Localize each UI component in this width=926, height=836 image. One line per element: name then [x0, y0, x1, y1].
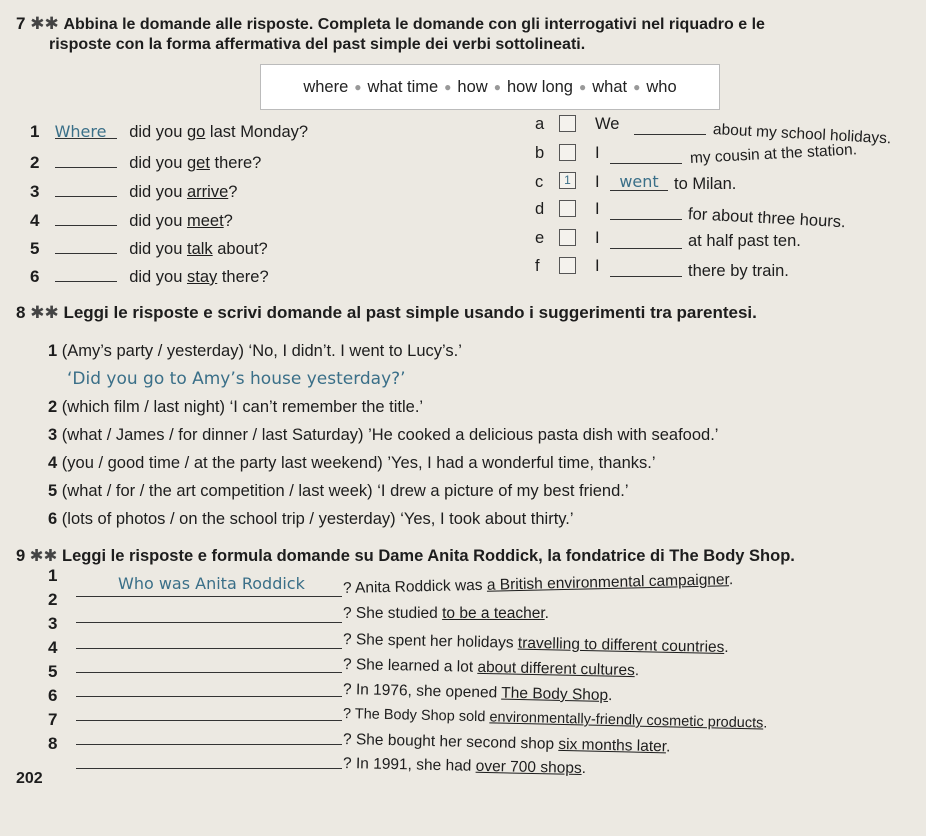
- answer-sentence: ? In 1976, she opened The Body Shop.: [342, 681, 613, 705]
- word-box-item: what time: [367, 77, 439, 96]
- exercise-8-number: 8: [16, 303, 26, 322]
- answer-subject: I: [595, 173, 600, 191]
- answer-text: for about three hours.: [687, 205, 847, 232]
- item-number: 4: [48, 638, 58, 657]
- answer-sentence: ? She bought her second shop six months later.: [342, 731, 671, 756]
- bullet-icon: ●: [579, 80, 587, 94]
- answer-text: there by train.: [688, 262, 789, 280]
- page-number: 202: [16, 770, 43, 787]
- answer-blank[interactable]: [610, 147, 682, 164]
- list-item: 5 (what / for / the art competition / last week) ‘I drew a picture of my best friend.’: [48, 482, 629, 500]
- question-row: 3 did you arrive?: [30, 182, 238, 201]
- difficulty-stars: ✱✱: [29, 547, 58, 565]
- answer-blank[interactable]: [55, 237, 117, 254]
- list-item: 3 (what / James / for dinner / last Saturday) ’He cooked a delicious pasta dish with seafood.’: [48, 426, 719, 444]
- exercise-7-header: [16, 14, 765, 34]
- exercise-8-header: [16, 303, 757, 323]
- answer-text: about my school holidays.: [712, 121, 892, 148]
- bullet-icon: ●: [354, 80, 362, 94]
- answer-blank[interactable]: [76, 652, 342, 673]
- list-item: 1 (Amy’s party / yesterday) ‘No, I didn’t. I went to Lucy’s.’: [48, 342, 462, 360]
- item-number: 2: [48, 590, 58, 609]
- answer-blank[interactable]: Where: [55, 122, 117, 139]
- match-box[interactable]: [559, 257, 576, 274]
- answer-blank[interactable]: [55, 151, 117, 168]
- answer-sentence: ? The Body Shop sold environmentally-friendly cosmetic products.: [342, 706, 768, 732]
- item-number: 1: [48, 566, 58, 585]
- word-box-item: what: [592, 77, 628, 96]
- item-number: 7: [48, 710, 58, 729]
- answer-text: to Milan.: [674, 175, 737, 193]
- answer-subject: We: [595, 115, 620, 133]
- word-box-item: how long: [506, 77, 573, 96]
- word-box: [260, 64, 720, 110]
- item-number: 5: [48, 662, 58, 681]
- answer-sentence: ? Anita Roddick was a British environmental campaigner.: [342, 571, 734, 597]
- answer-blank[interactable]: [76, 700, 342, 721]
- match-box[interactable]: 1: [559, 172, 576, 189]
- item-number: 6: [48, 686, 58, 705]
- question-row: 5 did you talk about?: [30, 239, 268, 258]
- match-box[interactable]: [559, 200, 576, 217]
- answer-blank[interactable]: [76, 628, 342, 649]
- answer-text: my cousin at the station.: [689, 141, 858, 167]
- answer-subject: I: [595, 200, 600, 218]
- exercise-7-instructions-line2: risposte con la forma affermativa del past simple dei verbi sottolineati.: [49, 36, 586, 53]
- list-item: 2 (which film / last night) ‘I can’t remember the title.’: [48, 398, 424, 416]
- bullet-icon: ●: [493, 80, 501, 94]
- answer-blank[interactable]: went: [610, 172, 668, 191]
- example-answer: ‘Did you go to Amy’s house yesterday?’: [67, 369, 406, 389]
- answer-letter: c: [535, 173, 544, 191]
- answer-subject: I: [595, 257, 600, 275]
- item-number: 8: [48, 734, 58, 753]
- list-item: 4 (you / good time / at the party last weekend) ’Yes, I had a wonderful time, thanks.’: [48, 454, 656, 472]
- answer-blank[interactable]: [55, 209, 117, 226]
- answer-text: at half past ten.: [688, 232, 801, 250]
- answer-letter: a: [535, 115, 545, 133]
- answer-blank[interactable]: [55, 265, 117, 282]
- answer-sentence: ? She learned a lot about different cultures.: [342, 656, 640, 680]
- word-box-item: who: [646, 77, 677, 96]
- match-box[interactable]: [559, 144, 576, 161]
- answer-blank[interactable]: [55, 180, 117, 197]
- question-row: 6 did you stay there?: [30, 267, 269, 286]
- answer-letter: f: [535, 257, 540, 275]
- difficulty-stars: ✱✱: [30, 14, 59, 33]
- answer-blank[interactable]: [610, 203, 682, 220]
- answer-letter: b: [535, 144, 545, 162]
- list-item: 6 (lots of photos / on the school trip / yesterday) ‘Yes, I took about thirty.’: [48, 510, 574, 528]
- answer-subject: I: [595, 144, 600, 162]
- answer-sentence: ? In 1991, she had over 700 shops.: [342, 755, 587, 778]
- exercise-9-instructions: Leggi le risposte e formula domande su Dame Anita Roddick, la fondatrice di The Body Shop.: [62, 547, 795, 565]
- answer-blank[interactable]: [634, 118, 706, 135]
- question-row: 4 did you meet?: [30, 211, 233, 230]
- item-number: 3: [48, 614, 58, 633]
- answer-sentence: ? She spent her holidays travelling to different countries.: [342, 631, 729, 657]
- answer-letter: e: [535, 229, 545, 247]
- exercise-7-instructions-line1: Abbina le domande alle risposte. Completa le domande con gli interrogativi nel riquadro e le: [63, 16, 765, 33]
- answer-blank[interactable]: [76, 724, 342, 745]
- answer-blank[interactable]: [610, 232, 682, 249]
- word-box-item: where: [303, 77, 349, 96]
- exercise-7-number: 7: [16, 14, 26, 33]
- answer-letter: d: [535, 200, 545, 218]
- difficulty-stars: ✱✱: [30, 303, 59, 322]
- answer-subject: I: [595, 229, 600, 247]
- answer-blank[interactable]: Who was Anita Roddick: [76, 576, 342, 597]
- answer-sentence: ? She studied to be a teacher.: [343, 605, 549, 622]
- match-box[interactable]: [559, 229, 576, 246]
- bullet-icon: ●: [444, 80, 452, 94]
- answer-blank[interactable]: [76, 676, 342, 697]
- exercise-9-header: [16, 546, 795, 566]
- question-row: 1 Where did you go last Monday?: [30, 122, 309, 141]
- match-box[interactable]: [559, 115, 576, 132]
- answer-blank[interactable]: [610, 260, 682, 277]
- exercise-9-number: 9: [16, 547, 26, 565]
- question-row: 2 did you get there?: [30, 153, 262, 172]
- answer-blank[interactable]: [76, 748, 342, 769]
- bullet-icon: ●: [633, 80, 641, 94]
- word-box-item: how: [457, 77, 488, 96]
- exercise-8-instructions: Leggi le risposte e scrivi domande al past simple usando i suggerimenti tra parentesi.: [63, 303, 757, 322]
- answer-blank[interactable]: [76, 602, 342, 623]
